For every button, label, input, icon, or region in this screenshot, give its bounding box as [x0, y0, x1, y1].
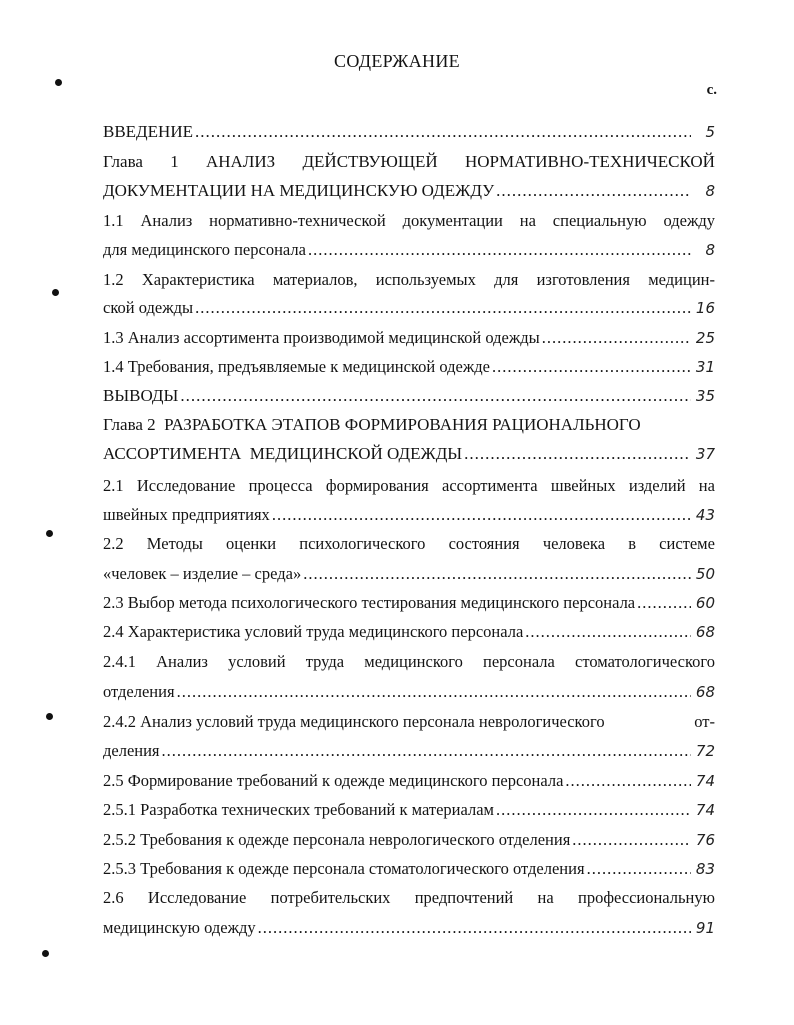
- dot-leader: [525, 621, 691, 643]
- toc-word: материалов,: [272, 270, 358, 289]
- toc-word: труда: [305, 652, 345, 671]
- toc-word: медицин-: [648, 270, 715, 289]
- toc-entry-text: для медицинского персонала: [103, 240, 306, 259]
- page-number: 43: [695, 506, 715, 524]
- toc-entry-text: АССОРТИМЕНТА МЕДИЦИНСКОЙ ОДЕЖДЫ: [103, 444, 463, 463]
- page-number: 76: [695, 831, 715, 849]
- dot-leader: [177, 681, 691, 703]
- toc-word: для: [494, 270, 519, 289]
- toc-word: Исследование: [147, 888, 247, 907]
- toc-word: предпочтений: [414, 888, 514, 907]
- toc-word: потребительских: [270, 888, 391, 907]
- toc-entry-text: отделения: [103, 682, 175, 701]
- toc-word: в: [628, 534, 636, 553]
- toc-word: 1: [170, 152, 179, 171]
- dot-leader: [492, 356, 691, 378]
- toc-entry-text: «человек – изделие – среда»: [103, 564, 302, 583]
- binding-hole-mark: [46, 530, 53, 537]
- toc-line-ch2-1[interactable]: [103, 414, 715, 436]
- toc-word: медицинского: [364, 652, 463, 671]
- toc-entry-text: ДОКУМЕНТАЦИИ НА МЕДИЦИНСКУЮ ОДЕЖДУ: [103, 181, 495, 200]
- toc-entry-text: 2.5.2 Требования к одежде персонала неврологического отделения: [103, 830, 571, 849]
- toc-word: на: [537, 888, 554, 907]
- toc-word: НОРМАТИВНО-ТЕХНИЧЕСКОЙ: [464, 152, 715, 171]
- toc-line-conclusions-1[interactable]: [103, 385, 715, 407]
- toc-word: Характеристика: [141, 270, 255, 289]
- dot-leader: [272, 504, 691, 526]
- page-number: 74: [695, 801, 715, 819]
- toc-line-ch1-1[interactable]: [103, 151, 715, 173]
- dot-leader: [162, 740, 691, 762]
- toc-word: Методы: [146, 534, 203, 553]
- toc-word: изготовления: [536, 270, 630, 289]
- toc-line-s1_1-1[interactable]: [103, 210, 715, 232]
- toc-line-ch1-2[interactable]: [103, 180, 715, 202]
- dot-leader: [565, 770, 691, 792]
- page-title: СОДЕРЖАНИЕ: [334, 51, 460, 71]
- page-number: 5: [705, 123, 715, 141]
- page-number: 8: [705, 241, 715, 259]
- dot-leader: [572, 829, 691, 851]
- page-number: 72: [695, 742, 715, 760]
- toc-line-s2_1-1[interactable]: [103, 475, 715, 497]
- toc-entry-text: 2.4 Характеристика условий труда медицинского персонала: [103, 622, 524, 641]
- toc-word: Анализ: [156, 652, 208, 671]
- toc-line-ch2-2[interactable]: [103, 443, 715, 465]
- dot-leader: [464, 443, 691, 465]
- toc-word: используемых: [375, 270, 476, 289]
- page-number: 35: [695, 387, 715, 405]
- toc-entry-text: 1.4 Требования, предъявляемые к медицинской одежде: [103, 357, 490, 376]
- toc-line-s2_5-1[interactable]: [103, 770, 715, 792]
- toc-line-s1_2-1[interactable]: [103, 269, 715, 291]
- toc-word: швейных: [550, 476, 616, 495]
- toc-word: 2.4.1: [103, 652, 136, 671]
- toc-word: ДЕЙСТВУЮЩЕЙ: [302, 152, 438, 171]
- dot-leader: [542, 327, 691, 349]
- toc-word: оценки: [226, 534, 277, 553]
- toc-word: на: [519, 211, 536, 230]
- binding-hole-mark: [46, 713, 53, 720]
- toc-line-intro-1[interactable]: [103, 121, 715, 143]
- page-number: 8: [705, 182, 715, 200]
- toc-entry-text: ВЫВОДЫ: [103, 386, 179, 405]
- toc-word: 1.2: [103, 270, 124, 289]
- toc-word: формирования: [325, 476, 429, 495]
- toc-word: нормативно-технической: [209, 211, 386, 230]
- toc-word: от-: [694, 712, 715, 731]
- toc-line-s2_4_1-1[interactable]: [103, 651, 715, 673]
- toc-word: состояния: [448, 534, 520, 553]
- page-number: 74: [695, 772, 715, 790]
- binding-hole-mark: [52, 289, 59, 296]
- dot-leader: [303, 563, 691, 585]
- toc-line-s2_4_2-2[interactable]: [103, 740, 715, 762]
- dot-leader: [258, 917, 691, 939]
- toc-entry-text: ВВЕДЕНИЕ: [103, 122, 193, 141]
- toc-word: стоматологического: [575, 652, 715, 671]
- toc-line-s2_6-2[interactable]: [103, 917, 715, 939]
- toc-word: 2.1: [103, 476, 124, 495]
- toc-word: 2.6: [103, 888, 124, 907]
- toc-entry-text: деления: [103, 741, 160, 760]
- toc-word: профессиональную: [577, 888, 715, 907]
- dot-leader: [587, 858, 691, 880]
- page-number: 68: [695, 623, 715, 641]
- dot-leader: [496, 799, 691, 821]
- toc-word: одежду: [663, 211, 715, 230]
- toc-word: документации: [402, 211, 503, 230]
- toc-line-s2_1-2[interactable]: [103, 504, 715, 526]
- toc-word: 1.1: [103, 211, 124, 230]
- toc-word: персонала: [483, 652, 555, 671]
- toc-word: ассортимента: [442, 476, 538, 495]
- page-number: 68: [695, 683, 715, 701]
- binding-hole-mark: [55, 79, 62, 86]
- toc-entry-text: швейных предприятиях: [103, 505, 270, 524]
- toc-line-s2_5_1-1[interactable]: [103, 799, 715, 821]
- toc-word: человека: [542, 534, 606, 553]
- toc-word: Глава: [103, 152, 143, 171]
- toc-entry-text: медицинскую одежду: [103, 918, 256, 937]
- toc-line-s2_4_2-1[interactable]: [103, 711, 715, 733]
- page-number: 60: [695, 594, 715, 612]
- toc-line-s2_6-1[interactable]: [103, 887, 715, 909]
- toc-entry-text: 2.5 Формирование требований к одежде медицинского персонала: [103, 771, 564, 790]
- page-number: 25: [695, 329, 715, 347]
- toc-word: процесса: [248, 476, 313, 495]
- toc-word: 2.4.2 Анализ условий труда медицинского персонала неврологического: [103, 712, 605, 731]
- toc-line-s1_3-1[interactable]: [103, 327, 715, 349]
- page-number: 31: [695, 358, 715, 376]
- toc-line-s1_1-2[interactable]: [103, 239, 715, 261]
- page-column-label: с.: [706, 82, 717, 98]
- page-number: 16: [695, 299, 715, 317]
- toc-entry-text: ской одежды: [103, 298, 194, 317]
- toc-line-s1_2-2[interactable]: [103, 297, 715, 319]
- page-number: 91: [695, 919, 715, 937]
- toc-word: АНАЛИЗ: [206, 152, 276, 171]
- toc-line-s2_2-1[interactable]: [103, 533, 715, 555]
- toc-word: изделий: [628, 476, 686, 495]
- toc-line-s2_2-2[interactable]: [103, 563, 715, 585]
- toc-entry-text: Глава 2 РАЗРАБОТКА ЭТАПОВ ФОРМИРОВАНИЯ РАЦИОНАЛЬНОГО: [103, 415, 641, 434]
- toc-line-s2_5_3-1[interactable]: [103, 858, 715, 880]
- toc-word: Исследование: [136, 476, 236, 495]
- toc-line-s1_4-1[interactable]: [103, 356, 715, 378]
- toc-word: Анализ: [140, 211, 193, 230]
- toc-word: системе: [659, 534, 715, 553]
- dot-leader: [637, 592, 691, 614]
- page-number: 50: [695, 565, 715, 583]
- toc-word: 2.2: [103, 534, 124, 553]
- toc-line-s2_5_2-1[interactable]: [103, 829, 715, 851]
- toc-word: на: [698, 476, 715, 495]
- toc-word: условий: [228, 652, 286, 671]
- page-number: 83: [695, 860, 715, 878]
- toc-line-s2_4_1-2[interactable]: [103, 681, 715, 703]
- binding-hole-mark: [42, 950, 49, 957]
- toc-line-s2_3-1[interactable]: [103, 592, 715, 614]
- dot-leader: [195, 121, 691, 143]
- toc-entry-text: 2.5.3 Требования к одежде персонала стоматологического отделения: [103, 859, 585, 878]
- toc-entry-text: 2.5.1 Разработка технических требований к материалам: [103, 800, 494, 819]
- toc-entry-text: 2.3 Выбор метода психологического тестирования медицинского персонала: [103, 593, 636, 612]
- page-number: 37: [695, 445, 715, 463]
- toc-word: специальную: [552, 211, 647, 230]
- toc-entry-text: 1.3 Анализ ассортимента производимой медицинской одежды: [103, 328, 540, 347]
- dot-leader: [195, 297, 691, 319]
- toc-word: психологического: [299, 534, 426, 553]
- toc-line-s2_4-1[interactable]: [103, 621, 715, 643]
- dot-leader: [180, 385, 691, 407]
- dot-leader: [308, 239, 691, 261]
- dot-leader: [496, 180, 691, 202]
